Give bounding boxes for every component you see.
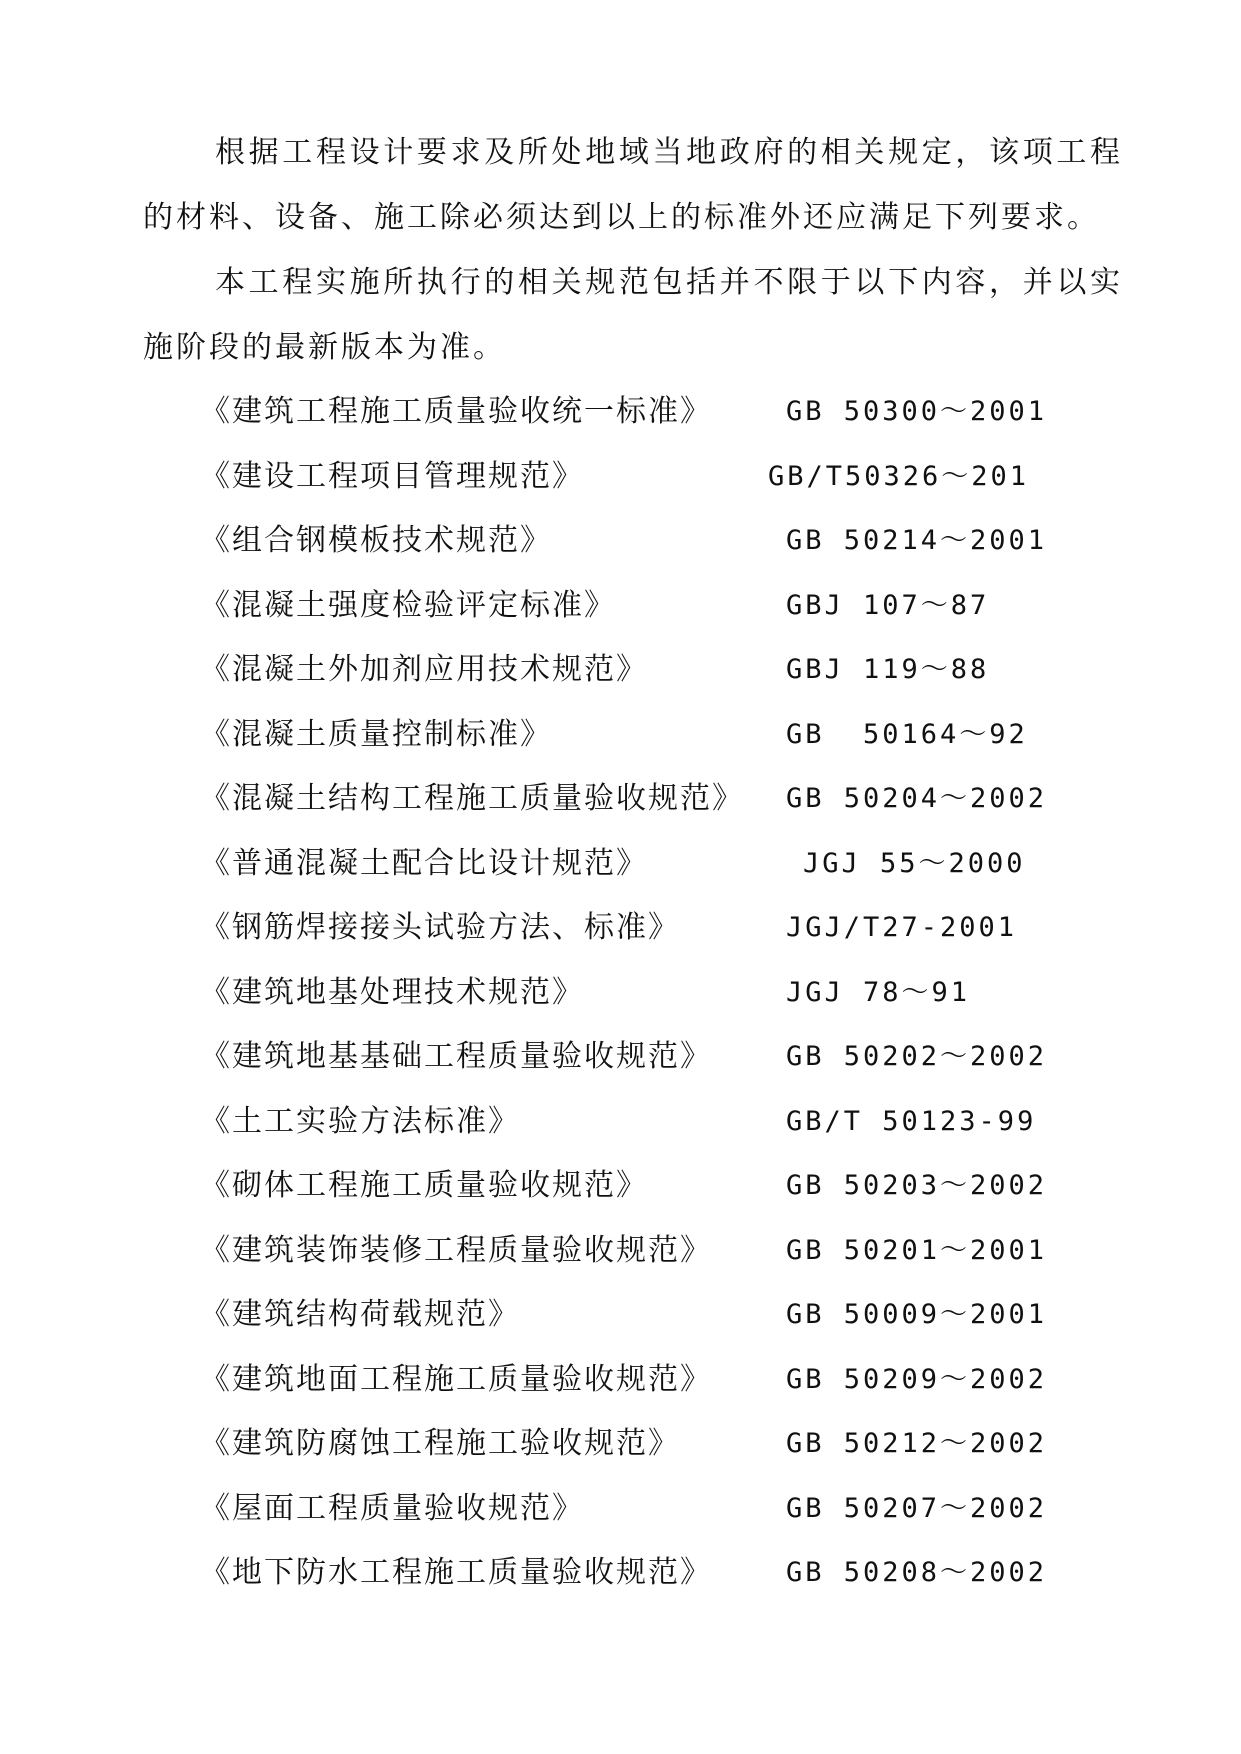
standard-title: 《混凝土外加剂应用技术规范》 [200, 652, 648, 687]
standard-title: 《建筑地基处理技术规范》 [200, 974, 584, 1010]
standard-row [200, 767, 1100, 832]
standard-title: 《地下防水工程施工质量验收规范》 [200, 1555, 712, 1590]
standard-code: GB 50214～2001 [786, 525, 1048, 556]
standard-row [200, 638, 1100, 703]
standard-code: GB 50204～2002 [786, 783, 1048, 814]
standard-title: 《建筑地基基础工程质量验收规范》 [200, 1039, 712, 1074]
standard-row [200, 1219, 1100, 1284]
standard-title: 《组合钢模板技术规范》 [200, 523, 552, 558]
standard-title: 《建设工程项目管理规范》 [200, 458, 584, 494]
standard-row [200, 1154, 1100, 1219]
standard-row [200, 703, 1100, 768]
standard-code: JGJ 78～91 [786, 976, 971, 1008]
standard-title: 《建筑防腐蚀工程施工验收规范》 [200, 1426, 680, 1461]
standard-row [200, 832, 1100, 897]
standard-code: GB 50208～2002 [786, 1557, 1048, 1588]
standard-code: GB 50164～92 [786, 718, 1028, 750]
standard-row [200, 1348, 1100, 1413]
standard-row [200, 1541, 1100, 1606]
standard-code: GB 50202～2002 [786, 1041, 1048, 1072]
standard-row [200, 445, 1100, 510]
standard-title: 《混凝土强度检验评定标准》 [200, 587, 616, 623]
standard-title: 《普通混凝土配合比设计规范》 [200, 845, 648, 881]
standard-title: 《建筑地面工程施工质量验收规范》 [200, 1361, 712, 1397]
standard-code: GB 50203～2002 [786, 1170, 1048, 1201]
standard-code: GB 50209～2002 [786, 1363, 1048, 1395]
standard-row [200, 1477, 1100, 1542]
standard-code: GB 50009～2001 [786, 1299, 1048, 1330]
standard-row [200, 961, 1100, 1026]
standard-title: 《建筑装饰装修工程质量验收规范》 [200, 1232, 712, 1268]
standard-code: JGJ 55～2000 [803, 847, 1026, 879]
standard-title: 《混凝土结构工程施工质量验收规范》 [200, 781, 744, 816]
standard-title: 《建筑结构荷载规范》 [200, 1297, 520, 1332]
standard-row [200, 380, 1100, 445]
standard-row [200, 1090, 1100, 1155]
standard-title: 《混凝土质量控制标准》 [200, 716, 552, 752]
standard-code: GB/T 50123-99 [786, 1105, 1037, 1137]
standard-code: GBJ 107～87 [786, 589, 990, 621]
standard-code: GBJ 119～88 [786, 654, 990, 685]
standards-list [200, 380, 1100, 1606]
standard-code: GB 50300～2001 [786, 396, 1048, 427]
standard-row [200, 1412, 1100, 1477]
standard-row [200, 509, 1100, 574]
standard-code: JGJ/T27-2001 [786, 912, 1018, 943]
standard-code: GB 50201～2001 [786, 1234, 1048, 1266]
standard-code: GB 50207～2002 [786, 1492, 1048, 1524]
standard-row [200, 574, 1100, 639]
standard-title: 《建筑工程施工质量验收统一标准》 [200, 394, 712, 429]
standard-row [200, 896, 1100, 961]
standard-code: GB/T50326～201 [768, 460, 1030, 492]
standard-code: GB 50212～2002 [786, 1428, 1048, 1459]
standard-title: 《钢筋焊接接头试验方法、标准》 [200, 910, 680, 945]
standard-row [200, 1025, 1100, 1090]
standard-title: 《土工实验方法标准》 [200, 1103, 520, 1139]
standard-title: 《屋面工程质量验收规范》 [200, 1490, 584, 1526]
standard-row [200, 1283, 1100, 1348]
scope-paragraph: 本工程实施所执行的相关规范包括并不限于以下内容，并以实施阶段的最新版本为准。 [143, 265, 1123, 365]
intro-paragraph: 根据工程设计要求及所处地域当地政府的相关规定，该项工程的材料、设备、施工除必须达到以上的标准外还应满足下列要求。 [143, 135, 1123, 235]
standard-title: 《砌体工程施工质量验收规范》 [200, 1168, 648, 1203]
